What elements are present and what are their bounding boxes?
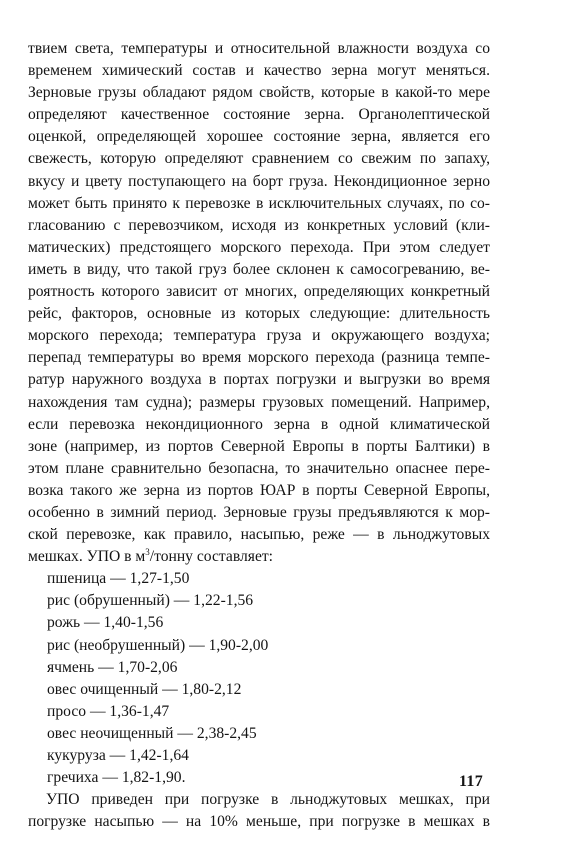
paragraph-line: определяют качественное состояние зерна. Органолептической (28, 106, 490, 124)
list-item: пшеница — 1,27-1,50 (47, 570, 190, 588)
paragraph-line: вкусу и цвету поступающего на борт груза. Некондиционное зерно (28, 172, 490, 190)
superscript: 3 (145, 547, 150, 558)
list-item: кукуруза — 1,42-1,64 (47, 747, 189, 764)
paragraph-line: зоне (например, из портов Северной Европы в порты Балтики) в (28, 437, 490, 455)
body-text (28, 38, 490, 833)
list-item: гречиха — 1,82-1,90. (47, 769, 186, 787)
paragraph-line: матических) предстоящего морского перехода. При этом следует (28, 238, 490, 256)
paragraph-line: рейс, факторов, основные из которых следующие: длительность (28, 305, 490, 323)
list-item: просо — 1,36-1,47 (47, 702, 170, 720)
paragraph-line: этом плане сравнительно безопасна, то значительно опаснее пере- (28, 459, 490, 477)
paragraph-line: ратур наружного воздуха в портах погрузки и выгрузки во время (28, 371, 490, 389)
paragraph-line: возка такого же зерна из портов ЮАР в порты Северной Европы, (28, 481, 490, 499)
paragraph-line: временем химический состав и качество зерна могут меняться. (28, 62, 490, 80)
paragraph-line: УПО приведен при погрузке в льноджутовых мешках, при (46, 791, 490, 809)
paragraph-line: нахождения там судна); размеры грузовых помещений. Например, (28, 393, 490, 411)
paragraph-line: оценкой, определяющей хорошее состояние зерна, является его (28, 128, 490, 146)
list-item: ячмень — 1,70-2,06 (47, 658, 178, 676)
paragraph-line: роятность которого зависит от многих, определяющих конкретный (28, 283, 490, 301)
paragraph-line: свежесть, которую определяют сравнением со свежим по запаху, (28, 150, 490, 168)
paragraph-line (28, 546, 490, 568)
paragraph-line: погрузке насыпью — на 10% меньше, при погрузке в мешках в (28, 813, 490, 831)
paragraph-2 (28, 789, 490, 833)
upo-list (28, 568, 490, 789)
line-text: мешках. УПО в м (28, 548, 146, 566)
list-item: рожь — 1,40-1,56 (47, 614, 164, 632)
paragraph-line: может быть принято к перевозке в исключительных случаях, по со- (28, 194, 490, 212)
paragraph-line: гласованию с перевозчиком, исходя из конкретных условий (кли- (28, 216, 490, 234)
line-text: /тонну составляет: (149, 548, 274, 566)
list-item: овес неочищенный — 2,38-2,45 (47, 724, 257, 742)
paragraph-line: морского перехода; температура груза и окружающего воздуха; (28, 327, 490, 345)
paragraph-line: Зерновые грузы обладают рядом свойств, которые в какой-то мере (28, 84, 490, 102)
paragraph-line: иметь в виду, что такой груз более склонен к самосогреванию, ве- (28, 260, 490, 278)
page-number: 117 (459, 773, 484, 790)
paragraph-line: особенно в зимний период. Зерновые грузы предъявляются к мор- (28, 503, 490, 521)
list-item: рис (обрушенный) — 1,22-1,56 (47, 592, 254, 610)
paragraph-line: твием света, температуры и относительной влажности воздуха со (28, 40, 490, 57)
list-item: рис (необрушенный) — 1,90-2,00 (47, 636, 269, 654)
paragraph-line: ской перевозке, как правило, насыпью, реже — в льноджутовых (28, 526, 490, 544)
paragraph-line: если перевозка некондиционного зерна в одной климатической (28, 415, 490, 433)
list-item: овес очищенный — 1,80-2,12 (47, 680, 242, 698)
paragraph-1 (28, 38, 490, 546)
paragraph-line: перепад температуры во время морского перехода (разница темпе- (28, 349, 490, 367)
